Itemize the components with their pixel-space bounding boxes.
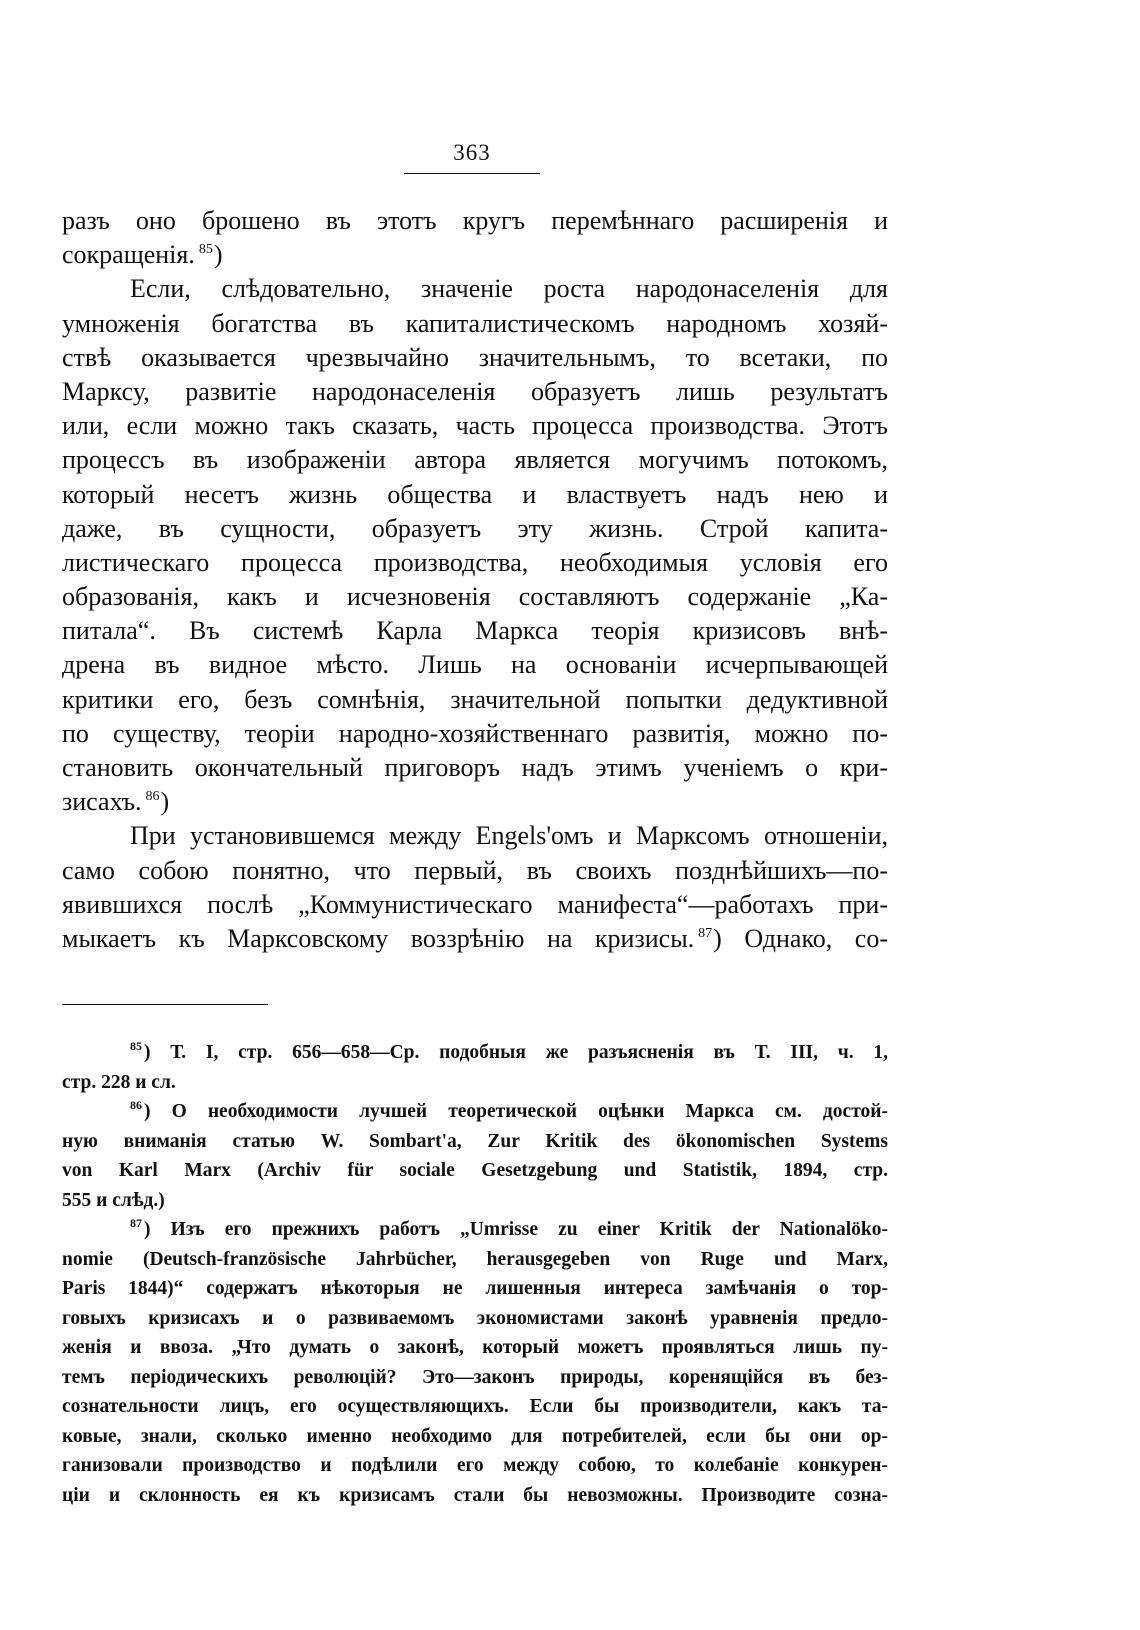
text-line bbox=[62, 580, 888, 614]
text-line bbox=[62, 819, 888, 853]
footnote-line-content: говыхъ кризисахъ и о развиваемомъ экономистами законѣ уравненія предло- bbox=[62, 1307, 888, 1329]
text-line-content: который несетъ жизнь общества и властвуетъ надъ нею и bbox=[62, 479, 888, 509]
text-line-continuation: ) bbox=[160, 787, 170, 817]
text-line bbox=[62, 751, 888, 785]
text-line bbox=[62, 683, 888, 717]
text-line-content: ствѣ оказывается чрезвычайно значительнымъ, то всетаки, по bbox=[62, 342, 888, 372]
footnote-reference: 85 bbox=[198, 242, 213, 258]
text-line-content: Если, слѣдовательно, значеніе роста народонаселенія для bbox=[130, 274, 888, 304]
text-line-content: При установившемся между Engels'омъ и Марксомъ отношеніи, bbox=[130, 821, 888, 851]
text-line-content: мыкаетъ къ Марксовскому воззрѣнію на кризисы. bbox=[62, 923, 695, 953]
footnote-line bbox=[62, 1068, 888, 1098]
footnote-line-content: темъ періодическихъ революцій? Это—законъ природы, коренящійся въ без- bbox=[62, 1366, 888, 1388]
text-line-content: листическаго процесса производства, необходимыя условія его bbox=[62, 547, 888, 577]
footnote-line-content: ) О необходимости лучшей теоретической оцѣнки Маркса см. достой- bbox=[144, 1101, 888, 1122]
text-line bbox=[62, 341, 888, 375]
page-number-rule bbox=[404, 173, 540, 174]
footnote-line-content: ганизовали производство и подѣлили его между собою, то колебаніе конкурен- bbox=[62, 1455, 888, 1476]
text-line-content: критики его, безъ сомнѣнія, значительной попытки дедуктивной bbox=[62, 684, 888, 714]
footnote-reference: 87 bbox=[698, 925, 713, 941]
footnote-line bbox=[62, 1038, 888, 1068]
text-line bbox=[62, 512, 888, 546]
text-line-continuation: ) Однако, со- bbox=[713, 923, 888, 953]
text-line bbox=[62, 614, 888, 648]
footnote-line bbox=[62, 1392, 888, 1422]
footnote-separator bbox=[62, 1004, 268, 1005]
text-line-content: сокращенія. bbox=[62, 240, 195, 270]
text-line-content: образованія, какъ и исчезновенія составляютъ содержаніе „Ка- bbox=[62, 582, 888, 612]
text-line bbox=[62, 272, 888, 306]
page-number: 363 bbox=[453, 140, 491, 165]
footnote-line bbox=[62, 1274, 888, 1304]
text-line bbox=[62, 854, 888, 888]
footnote-line bbox=[62, 1304, 888, 1334]
text-line-content: явившихся послѣ „Коммунистическаго манифеста“—работахъ при- bbox=[62, 889, 888, 919]
text-line-content: становить окончательный приговоръ надъ этимъ ученіемъ о кри- bbox=[62, 753, 888, 782]
text-line bbox=[62, 785, 888, 819]
footnote-line bbox=[62, 1215, 888, 1245]
footnote-line bbox=[62, 1481, 888, 1511]
text-line-content: умноженія богатства въ капиталистическомъ народномъ хозяй- bbox=[62, 308, 888, 338]
footnote-line-content: стр. 228 и сл. bbox=[62, 1071, 176, 1093]
footnote-line bbox=[62, 1422, 888, 1452]
footnote-line-content: ) Изъ его прежнихъ работъ „Umrisse zu einer Kritik der Nationalöko- bbox=[144, 1219, 888, 1240]
text-line-content: зисахъ. bbox=[62, 787, 142, 817]
footnote-line-content: ) Т. I, стр. 656—658—Ср. подобныя же разъясненія въ Т. III, ч. 1, bbox=[144, 1042, 888, 1063]
text-line-content: само собою понятно, что первый, въ своихъ позднѣйшихъ—по- bbox=[62, 855, 888, 885]
text-line bbox=[62, 307, 888, 341]
text-line bbox=[62, 478, 888, 512]
footnote-line-content: женія и ввоза. „Что думать о законѣ, который можетъ проявляться лишь пу- bbox=[62, 1337, 888, 1358]
footnote-line bbox=[62, 1363, 888, 1393]
footnote-line bbox=[62, 1186, 888, 1216]
text-line bbox=[62, 204, 888, 238]
footnote-line bbox=[62, 1245, 888, 1275]
text-line bbox=[62, 922, 888, 956]
footnote-line bbox=[62, 1127, 888, 1157]
footnote-line-content: ціи и склонность ея къ кризисамъ стали бы невозможны. Производите созна- bbox=[62, 1484, 888, 1506]
footnote-line-content: Paris 1844)“ содержатъ нѣкоторыя не лишенныя интереса замѣчанія о тор- bbox=[62, 1278, 888, 1299]
text-line bbox=[62, 888, 888, 922]
footnote-line bbox=[62, 1333, 888, 1363]
footnote-reference: 86 bbox=[145, 789, 160, 805]
footnote-line bbox=[62, 1451, 888, 1481]
text-line-content: питала“. Въ системѣ Карла Маркса теорія кризисовъ внѣ- bbox=[62, 616, 888, 646]
main-text bbox=[62, 204, 888, 956]
footnote-line-content: von Karl Marx (Archiv für sociale Gesetzgebung und Statistik, 1894, стр. bbox=[62, 1160, 888, 1181]
text-line bbox=[62, 238, 888, 272]
text-line-content: разъ оно брошено въ этотъ кругъ перемѣннаго расширенія и bbox=[62, 206, 888, 235]
footnote-number: 87 bbox=[130, 1216, 142, 1230]
footnote-line-content: сознательности лицъ, его осуществляющихъ. Если бы производители, какъ та- bbox=[62, 1396, 888, 1417]
text-line bbox=[62, 717, 888, 751]
text-line-continuation: ) bbox=[213, 240, 223, 270]
text-line-content: процессъ въ изображеніи автора является могучимъ потокомъ, bbox=[62, 445, 888, 475]
text-line-content: дрена въ видное мѣсто. Лишь на основаніи исчерпывающей bbox=[62, 650, 888, 680]
footnote-line bbox=[62, 1097, 888, 1127]
text-line bbox=[62, 443, 888, 477]
text-line bbox=[62, 375, 888, 409]
text-line-content: по существу, теоріи народно-хозяйственнаго развитія, можно по- bbox=[62, 718, 888, 748]
footnotes bbox=[62, 1038, 888, 1510]
text-line-content: Марксу, развитіе народонаселенія образуетъ лишь результатъ bbox=[62, 376, 888, 406]
text-line bbox=[62, 546, 888, 580]
footnote-line bbox=[62, 1156, 888, 1186]
footnote-line-content: ковые, знали, сколько именно необходимо для потребителей, если бы они ор- bbox=[62, 1425, 888, 1447]
footnote-number: 85 bbox=[130, 1039, 142, 1053]
footnote-line-content: nomie (Deutsch-französische Jahrbücher, herausgegeben von Ruge und Marx, bbox=[62, 1248, 888, 1270]
footnote-number: 86 bbox=[130, 1098, 142, 1112]
footnote-line-content: 555 и слѣд.) bbox=[62, 1189, 165, 1211]
footnote-line-content: ную вниманія статью W. Sombart'a, Zur Kritik des ökonomischen Systems bbox=[62, 1130, 888, 1152]
text-line-content: или, если можно такъ сказать, часть процесса производства. Этотъ bbox=[62, 411, 888, 441]
text-line-content: даже, въ сущности, образуетъ эту жизнь. Строй капита- bbox=[62, 513, 888, 543]
text-line bbox=[62, 648, 888, 682]
text-line bbox=[62, 409, 888, 443]
